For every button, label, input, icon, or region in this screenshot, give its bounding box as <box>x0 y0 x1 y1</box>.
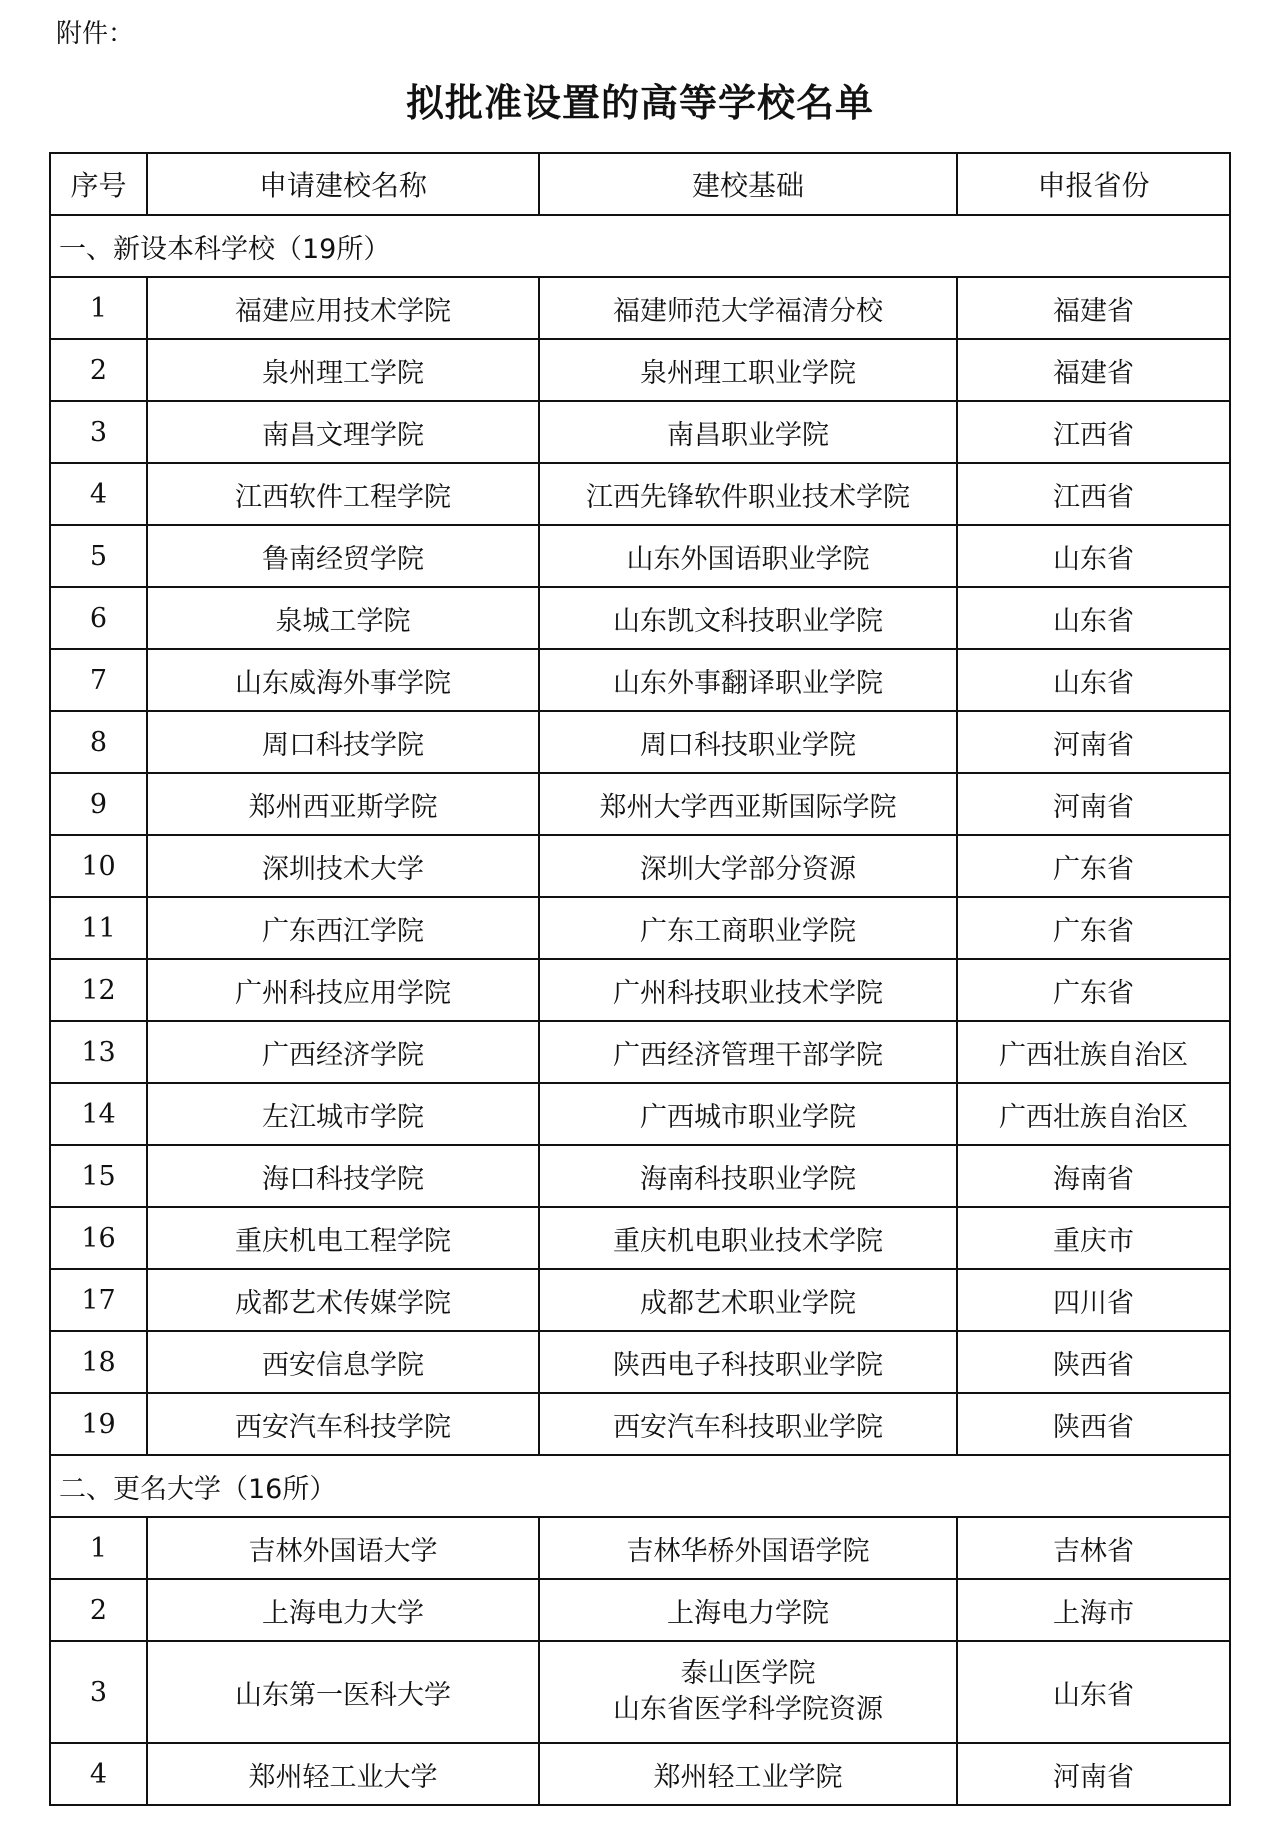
school-name: 西安汽车科技学院 <box>147 1393 539 1455</box>
table-header-row <box>50 153 1230 215</box>
column-header-name: 申请建校名称 <box>147 153 539 215</box>
school-basis: 广西经济管理干部学院 <box>539 1021 957 1083</box>
table-row <box>50 1743 1230 1805</box>
school-province: 海南省 <box>957 1145 1230 1207</box>
school-province: 山东省 <box>957 587 1230 649</box>
school-name: 郑州轻工业大学 <box>147 1743 539 1805</box>
table-row <box>50 463 1230 525</box>
school-basis-line: 山东省医学科学院资源 <box>613 1694 883 1725</box>
school-name: 郑州西亚斯学院 <box>147 773 539 835</box>
school-list-table <box>49 152 1231 1806</box>
school-province: 河南省 <box>957 711 1230 773</box>
school-name: 西安信息学院 <box>147 1331 539 1393</box>
school-name: 海口科技学院 <box>147 1145 539 1207</box>
school-basis: 郑州大学西亚斯国际学院 <box>539 773 957 835</box>
school-province: 山东省 <box>957 525 1230 587</box>
row-index: 4 <box>50 1743 147 1805</box>
school-basis: 深圳大学部分资源 <box>539 835 957 897</box>
school-basis: 成都艺术职业学院 <box>539 1269 957 1331</box>
column-header-index: 序号 <box>50 153 147 215</box>
school-province: 四川省 <box>957 1269 1230 1331</box>
table-row <box>50 401 1230 463</box>
school-basis: 海南科技职业学院 <box>539 1145 957 1207</box>
school-basis: 广州科技职业技术学院 <box>539 959 957 1021</box>
school-basis: 重庆机电职业技术学院 <box>539 1207 957 1269</box>
school-name: 周口科技学院 <box>147 711 539 773</box>
row-index: 1 <box>50 277 147 339</box>
row-index: 11 <box>50 897 147 959</box>
school-province: 重庆市 <box>957 1207 1230 1269</box>
school-basis-line: 泰山医学院 <box>680 1658 816 1689</box>
school-basis: 西安汽车科技职业学院 <box>539 1393 957 1455</box>
school-name: 福建应用技术学院 <box>147 277 539 339</box>
table-row <box>50 1393 1230 1455</box>
school-basis: 吉林华桥外国语学院 <box>539 1517 957 1579</box>
school-name: 南昌文理学院 <box>147 401 539 463</box>
school-basis: 山东外国语职业学院 <box>539 525 957 587</box>
school-province: 河南省 <box>957 1743 1230 1805</box>
school-province: 陕西省 <box>957 1331 1230 1393</box>
table-row <box>50 835 1230 897</box>
row-index: 2 <box>50 1579 147 1641</box>
column-header-province: 申报省份 <box>957 153 1230 215</box>
school-basis: 山东外事翻译职业学院 <box>539 649 957 711</box>
table-row <box>50 773 1230 835</box>
table-row <box>50 587 1230 649</box>
school-basis: 江西先锋软件职业技术学院 <box>539 463 957 525</box>
school-basis: 郑州轻工业学院 <box>539 1743 957 1805</box>
school-basis: 泉州理工职业学院 <box>539 339 957 401</box>
table-row <box>50 525 1230 587</box>
school-province: 广东省 <box>957 959 1230 1021</box>
table-row <box>50 277 1230 339</box>
school-name: 泉州理工学院 <box>147 339 539 401</box>
row-index: 7 <box>50 649 147 711</box>
table-row <box>50 1021 1230 1083</box>
table-row <box>50 1641 1230 1743</box>
table-row <box>50 1579 1230 1641</box>
school-basis: 周口科技职业学院 <box>539 711 957 773</box>
school-name: 鲁南经贸学院 <box>147 525 539 587</box>
column-header-basis: 建校基础 <box>539 153 957 215</box>
school-province: 广西壮族自治区 <box>957 1021 1230 1083</box>
school-province: 广东省 <box>957 835 1230 897</box>
school-province: 福建省 <box>957 339 1230 401</box>
school-name: 山东第一医科大学 <box>147 1641 539 1743</box>
table-row <box>50 1145 1230 1207</box>
row-index: 19 <box>50 1393 147 1455</box>
school-name: 江西软件工程学院 <box>147 463 539 525</box>
school-name: 山东威海外事学院 <box>147 649 539 711</box>
table-row <box>50 1269 1230 1331</box>
school-province: 广西壮族自治区 <box>957 1083 1230 1145</box>
row-index: 4 <box>50 463 147 525</box>
row-index: 13 <box>50 1021 147 1083</box>
school-name: 重庆机电工程学院 <box>147 1207 539 1269</box>
school-province: 吉林省 <box>957 1517 1230 1579</box>
school-basis: 广西城市职业学院 <box>539 1083 957 1145</box>
page-title: 拟批准设置的高等学校名单 <box>405 81 874 125</box>
school-name: 吉林外国语大学 <box>147 1517 539 1579</box>
row-index: 3 <box>50 401 147 463</box>
row-index: 18 <box>50 1331 147 1393</box>
school-name: 广东西江学院 <box>147 897 539 959</box>
section-heading: 一、新设本科学校（19所） <box>50 215 1230 277</box>
table-row <box>50 1517 1230 1579</box>
school-basis <box>539 1641 957 1743</box>
table-row <box>50 959 1230 1021</box>
school-province: 河南省 <box>957 773 1230 835</box>
school-province: 江西省 <box>957 401 1230 463</box>
table-row <box>50 1331 1230 1393</box>
school-province: 山东省 <box>957 1641 1230 1743</box>
row-index: 14 <box>50 1083 147 1145</box>
row-index: 5 <box>50 525 147 587</box>
school-province: 陕西省 <box>957 1393 1230 1455</box>
table-row <box>50 649 1230 711</box>
school-name: 上海电力大学 <box>147 1579 539 1641</box>
school-name: 成都艺术传媒学院 <box>147 1269 539 1331</box>
school-name: 广西经济学院 <box>147 1021 539 1083</box>
school-name: 广州科技应用学院 <box>147 959 539 1021</box>
row-index: 6 <box>50 587 147 649</box>
row-index: 12 <box>50 959 147 1021</box>
school-province: 江西省 <box>957 463 1230 525</box>
school-basis: 福建师范大学福清分校 <box>539 277 957 339</box>
section-heading: 二、更名大学（16所） <box>50 1455 1230 1517</box>
school-basis: 陕西电子科技职业学院 <box>539 1331 957 1393</box>
school-name: 深圳技术大学 <box>147 835 539 897</box>
school-name: 左江城市学院 <box>147 1083 539 1145</box>
row-index: 10 <box>50 835 147 897</box>
school-province: 上海市 <box>957 1579 1230 1641</box>
school-basis: 广东工商职业学院 <box>539 897 957 959</box>
school-basis: 南昌职业学院 <box>539 401 957 463</box>
table-row <box>50 1083 1230 1145</box>
row-index: 3 <box>50 1641 147 1743</box>
table-row <box>50 1207 1230 1269</box>
school-name: 泉城工学院 <box>147 587 539 649</box>
table-row <box>50 711 1230 773</box>
row-index: 8 <box>50 711 147 773</box>
table-row <box>50 339 1230 401</box>
row-index: 15 <box>50 1145 147 1207</box>
row-index: 1 <box>50 1517 147 1579</box>
school-province: 山东省 <box>957 649 1230 711</box>
school-province: 福建省 <box>957 277 1230 339</box>
school-basis: 山东凯文科技职业学院 <box>539 587 957 649</box>
school-province: 广东省 <box>957 897 1230 959</box>
section1-heading-row <box>50 215 1230 277</box>
row-index: 17 <box>50 1269 147 1331</box>
attachment-label: 附件： <box>56 19 135 49</box>
school-basis: 上海电力学院 <box>539 1579 957 1641</box>
table-row <box>50 897 1230 959</box>
row-index: 9 <box>50 773 147 835</box>
row-index: 16 <box>50 1207 147 1269</box>
row-index: 2 <box>50 339 147 401</box>
section2-heading-row <box>50 1455 1230 1517</box>
